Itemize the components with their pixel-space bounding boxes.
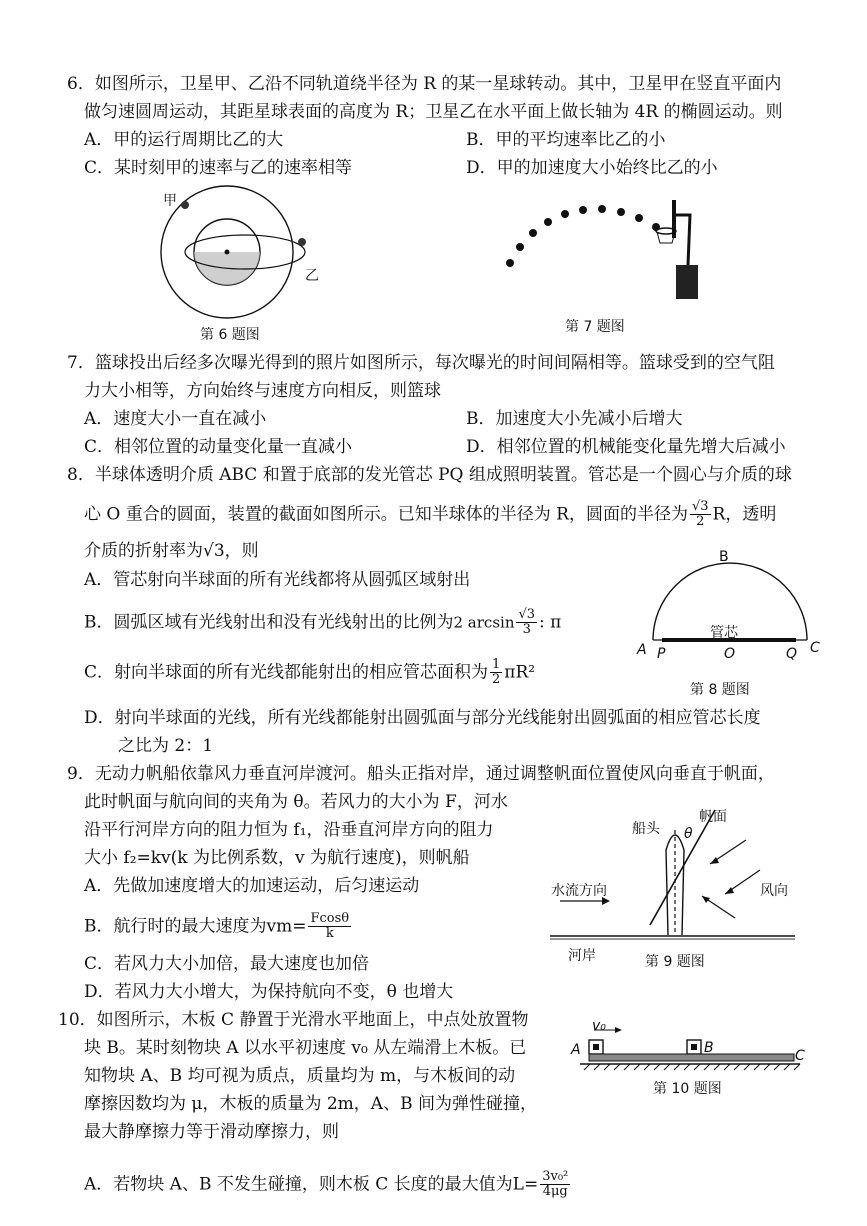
fig10-label-b: B — [704, 1040, 714, 1056]
fig8-label-q: Q — [786, 646, 798, 662]
q9-stem-line1: 9．无动力帆船依靠风力垂直河岸渡河。船头正指对岸，通过调整帆面位置使风向垂直于帆面， — [67, 764, 775, 784]
fig8-label-core: 管芯 — [710, 625, 738, 641]
q8-stem-line3: 介质的折射率为√3，则 — [84, 541, 259, 561]
q8-frac-den: 2 — [696, 514, 705, 530]
fig8-label-b: B — [719, 549, 729, 565]
q9-stem-line4: 大小 f₂=kv(k 为比例系数，v 为航行速度)，则帆船 — [84, 848, 470, 868]
q7-option-b: B．加速度大小先减小后增大 — [466, 409, 683, 429]
fig9-caption: 第 9 题图 — [645, 954, 705, 970]
fig10-caption: 第 10 题图 — [653, 1081, 722, 1097]
q8-frac-num: √3 — [691, 499, 709, 514]
fig10-label-c: C — [795, 1048, 805, 1064]
fig7-basketball-photo — [500, 195, 740, 305]
q6-option-d: D．甲的加速度大小始终比乙的小 — [466, 158, 718, 178]
fig6-caption: 第 6 题图 — [200, 327, 260, 343]
fig7-caption: 第 7 题图 — [565, 319, 625, 335]
fig8-label-o: O — [724, 646, 736, 662]
q7-stem-line1: 7．篮球投出后经多次曝光得到的照片如图所示，每次曝光的时间间隔相等。篮球受到的空气阻 — [67, 353, 775, 373]
q9-option-b: B．航行时的最大速度为vm= $\frac{Fcos\theta}{k}$ — [84, 911, 350, 942]
q7-option-a: A．速度大小一直在减小 — [84, 409, 267, 429]
q6-option-c: C．某时刻甲的速率与乙的速率相等 — [84, 158, 353, 178]
q9-option-a: A．先做加速度增大的加速运动，后匀速运动 — [84, 876, 420, 896]
fig9-label-theta: θ — [684, 826, 693, 842]
q8-option-d-line2: 之比为 2：1 — [118, 736, 214, 756]
q10-option-a: A．若物块 A、B 不发生碰撞，则木板 C 长度的最大值为L= $\frac{\text{3v₀²}}{4\mu g}$ — [84, 1169, 569, 1200]
fig9-sailboat-diagram — [550, 810, 800, 940]
q8-stem-line1: 8．半球体透明介质 ABC 和置于底部的发光管芯 PQ 组成照明装置。管芯是一个圆心与介质的球 — [67, 465, 792, 485]
fig10-label-v0: v₀ — [592, 1018, 606, 1034]
fig8-caption: 第 8 题图 — [690, 682, 750, 698]
q7-option-d: D．相邻位置的机械能变化量先增大后减小 — [466, 437, 786, 457]
fig8-label-p: P — [657, 646, 666, 662]
fig6-orbit-diagram — [155, 185, 305, 325]
q7-stem-line2: 力大小相等，方向始终与速度方向相反，则篮球 — [84, 381, 441, 401]
fig10-label-a: A — [571, 1042, 581, 1058]
fig8-label-a: A — [637, 642, 647, 658]
q6-option-b: B．甲的平均速率比乙的小 — [466, 130, 666, 150]
fig9-label-bow: 船头 — [632, 821, 660, 837]
q8-stem-line2: 心 O 重合的圆面，装置的截面如图所示。已知半球体的半径为 R，圆面的半径为 $\frac{√3}{2}$ R，透明 — [84, 499, 777, 530]
q6-stem-line2: 做匀速圆周运动，其距星球表面的高度为 R；卫星乙在水平面上做长轴为 4R 的椭圆运动。则 — [84, 102, 783, 122]
q6-stem-line1: 6．如图所示，卫星甲、乙沿不同轨道绕半径为 R 的某一星球转动。其中，卫星甲在竖直平面内 — [67, 74, 782, 94]
fig8-label-c: C — [810, 640, 820, 656]
q9-option-d: D．若风力大小增大，为保持航向不变，θ 也增大 — [84, 982, 454, 1002]
q9-stem-line3: 沿平行河岸方向的阻力恒为 f₁，沿垂直河岸方向的阻力 — [84, 820, 494, 840]
fig9-label-bank: 河岸 — [568, 948, 596, 964]
fig6-label-jia: 甲 — [163, 193, 177, 209]
q7-option-c: C．相邻位置的动量变化量一直减小 — [84, 437, 353, 457]
fig10-board-diagram — [580, 1020, 805, 1080]
q10-stem-line5: 最大静摩擦力等于滑动摩擦力，则 — [84, 1122, 339, 1142]
fig6-label-yi: 乙 — [305, 268, 319, 284]
q10-stem-line1: 10．如图所示，木板 C 静置于光滑水平地面上，中点处放置物 — [58, 1010, 529, 1030]
q9-stem-line2: 此时帆面与航向间的夹角为 θ。若风力的大小为 F，河水 — [84, 792, 508, 812]
q10-stem-line2: 块 B。某时刻物块 A 以水平初速度 v₀ 从左端滑上木板。已 — [84, 1038, 527, 1058]
q10-stem-line4: 摩擦因数均为 μ，木板的质量为 2m，A、B 间为弹性碰撞， — [84, 1094, 537, 1114]
fig9-label-wind: 风向 — [760, 883, 788, 899]
q8-option-c: C．射向半球面的所有光线都能射出的相应管芯面积为 $\frac{1}{2}$ πR² — [84, 657, 536, 688]
q8-option-a: A．管芯射向半球面的所有光线都将从圆弧区域射出 — [84, 570, 471, 590]
q6-option-a: A．甲的运行周期比乙的大 — [84, 130, 284, 150]
fig9-label-current: 水流方向 — [551, 883, 607, 899]
fig9-label-sail: 帆面 — [699, 809, 727, 825]
q8-option-b: B．圆弧区域有光线射出和没有光线射出的比例为2 arcsin $\frac{√3}{3}$ : π — [84, 607, 562, 638]
q8-option-d-line1: D．射向半球面的光线，所有光线都能射出圆弧面与部分光线能射出圆弧面的相应管芯长度 — [84, 708, 761, 728]
q9-option-c: C．若风力大小加倍，最大速度也加倍 — [84, 954, 370, 974]
q10-stem-line3: 知物块 A、B 均可视为质点，质量均为 m，与木板间的动 — [84, 1066, 516, 1086]
